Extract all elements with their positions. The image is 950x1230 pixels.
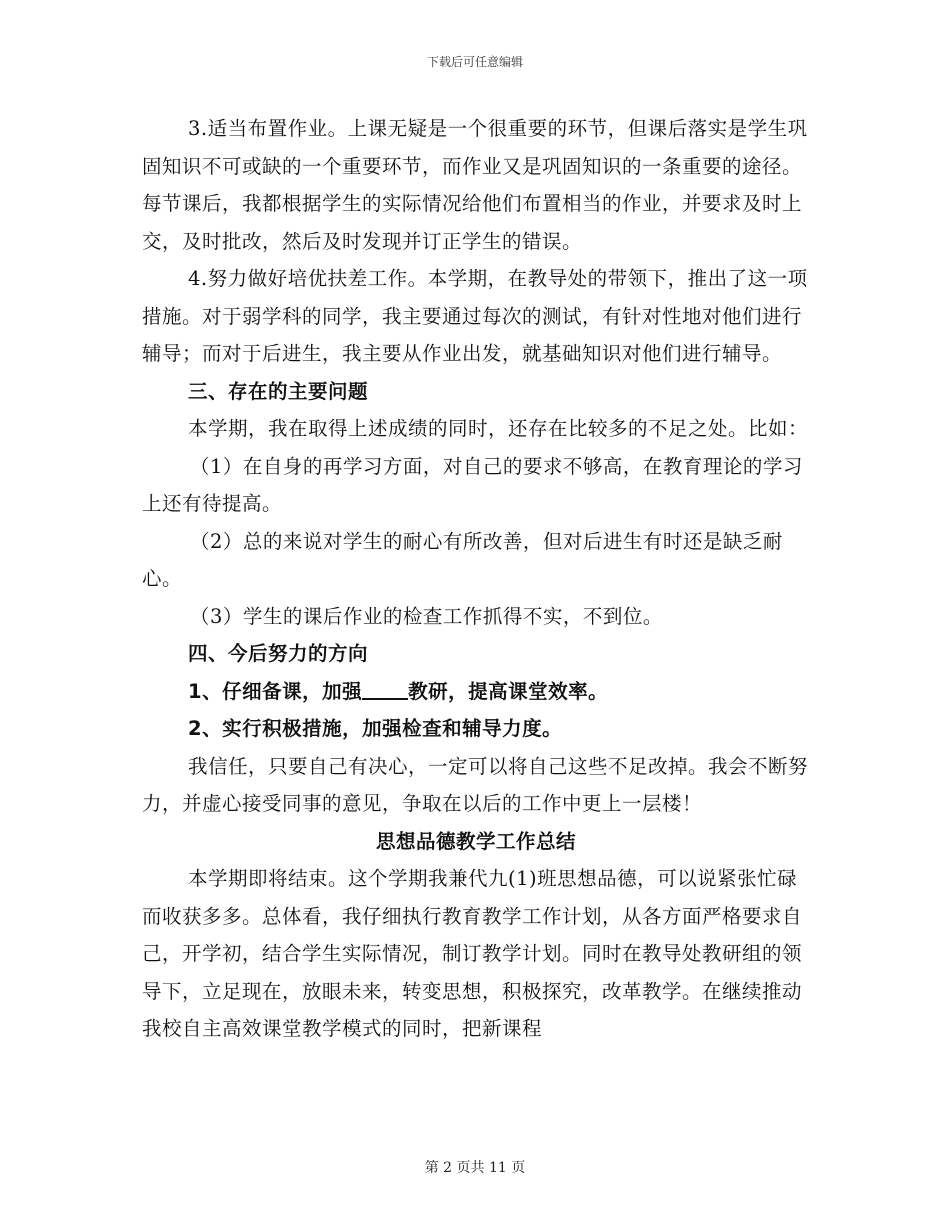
document-body: [142, 110, 810, 1048]
blank-underline: [362, 678, 408, 700]
paragraph-summary-intro: 本学期即将结束。这个学期我兼代九(1)班思想品德，可以说紧张忙碌而收获多多。总体看，我仔细执行教育教学工作计划，从各方面严格要求自己，开学初，结合学生实际情况，制订教学计划。同时在教导处教研组的领导下，立足现在，放眼未来，转变思想，积极探究，改革教学。在继续推动我校自主高效课堂教学模式的同时，把新课程: [142, 867, 803, 1040]
heading-problems: 三、存在的主要问题: [188, 379, 369, 403]
section-title: 思想品德教学工作总结: [375, 829, 576, 853]
page-header: 下载后可任意编辑: [426, 55, 523, 69]
bold-item-2: 2、实行积极措施，加强检查和辅导力度。: [188, 717, 563, 740]
paragraph-tutoring: 4.努力做好培优扶差工作。本学期，在教导处的带领下，推出了这一项措施。对于弱学科的同学，我主要通过每次的测试，有针对性地对他们进行辅导；而对于后进生，我主要从作业出发，就基础知识对他们进行辅导。: [142, 267, 808, 365]
list-item-1: （1）在自身的再学习方面，对自己的要求不够高，在教育理论的学习上还有待提高。: [142, 454, 803, 515]
bold-item-1-part-b: 教研，提高课堂效率。: [408, 679, 609, 703]
bold-item-1: [142, 673, 810, 711]
page-footer: 第 2 页共 11 页: [424, 1160, 526, 1176]
bold-item-1-part-a: 1、仔细备课，加强: [188, 679, 363, 703]
paragraph-conclusion: 我信任，只要自己有决心，一定可以将自己这些不足改掉。我会不断努力，并虚心接受同事的意见，争取在以后的工作中更上一层楼！: [142, 754, 809, 815]
paragraph-homework: 3.适当布置作业。上课无疑是一个很重要的环节，但课后落实是学生巩固知识不可或缺的一个重要环节，而作业又是巩固知识的一条重要的途径。每节课后，我都根据学生的实际情况给他们布置相当的作业，并要求及时上交，及时批改，然后及时发现并订正学生的错误。: [142, 117, 808, 253]
list-item-3: （3）学生的课后作业的检查工作抓得不实，不到位。: [190, 604, 663, 628]
paragraph-shortcomings: 本学期，我在取得上述成绩的同时，还存在比较多的不足之处。比如：: [188, 417, 809, 440]
list-item-2: （2）总的来说对学生的耐心有所改善，但对后进生有时还是缺乏耐心。: [142, 529, 783, 590]
heading-future: 四、今后努力的方向: [188, 642, 369, 665]
